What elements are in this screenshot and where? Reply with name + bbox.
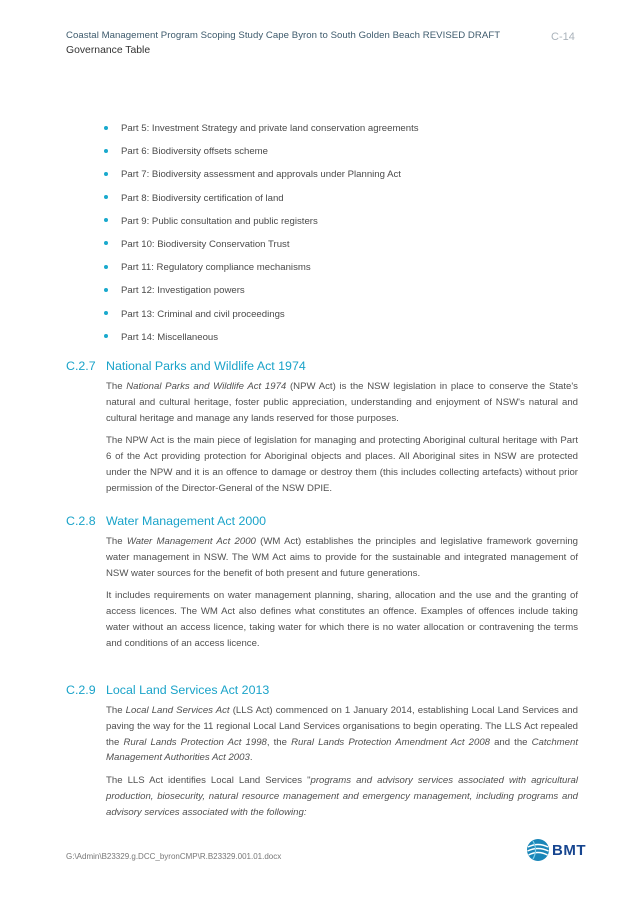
logo-text: BMT xyxy=(552,841,586,859)
list-item: Part 14: Miscellaneous xyxy=(104,331,419,354)
list-item: Part 13: Criminal and civil proceedings xyxy=(104,308,419,331)
bullet-icon xyxy=(104,195,108,199)
company-logo xyxy=(526,838,586,862)
list-item: Part 7: Biodiversity assessment and approvals under Planning Act xyxy=(104,168,419,191)
section-number: C.2.9 xyxy=(66,683,96,697)
paragraph: The LLS Act identifies Local Land Services "programs and advisory services associated with agricultural production, biosecurity, natural resource management and emergency management, including programs and advisory services associated with the following: xyxy=(106,775,579,818)
bullet-icon xyxy=(104,334,108,338)
paragraph: The NPW Act is the main piece of legislation for managing and protecting Aboriginal cultural heritage with Part 6 of the Act providing protection for Aboriginal objects and places. All Aboriginal sites in NSW are protected under the NPW and it is an offence to damage or destroy them (this includes collecting artefacts) without prior permission of the Director-General of the NSW DPIE. xyxy=(106,435,578,494)
paragraph: The Water Management Act 2000 (WM Act) establishes the principles and legislative framework governing water management in NSW. The WM Act aims to provide for the sustainable and integrated management of NSW water sources for the benefit of both present and future generations. xyxy=(106,536,578,579)
page-number: C-14 xyxy=(551,31,575,43)
paragraph: It includes requirements on water management planning, sharing, allocation and the use and the granting of access licences. The WM Act also defines what constitutes an offence. Examples of offences include taking water without an access licence, taking water for which there is no water allocation or contravening the terms and conditions of an access licence. xyxy=(106,590,578,649)
section-heading xyxy=(66,513,578,530)
section-number: C.2.8 xyxy=(66,514,96,528)
bullet-icon xyxy=(104,172,108,176)
section-number: C.2.7 xyxy=(66,359,96,373)
bullet-list xyxy=(104,122,419,354)
bullet-icon xyxy=(104,126,108,130)
section-national-parks xyxy=(66,358,578,504)
section-heading xyxy=(66,682,578,699)
running-header-title: Coastal Management Program Scoping Study Cape Byron to South Golden Beach REVISED DRAFT xyxy=(66,30,501,41)
section-title: Water Management Act 2000 xyxy=(106,514,267,528)
list-item: Part 6: Biodiversity offsets scheme xyxy=(104,145,419,168)
section-title: Local Land Services Act 2013 xyxy=(106,683,270,697)
bullet-icon xyxy=(104,311,108,315)
bullet-icon xyxy=(104,218,108,222)
bullet-icon xyxy=(104,241,108,245)
footer-file-path: G:\Admin\B23329.g.DCC_byronCMP\R.B23329.001.01.docx xyxy=(66,852,282,861)
section-title: National Parks and Wildlife Act 1974 xyxy=(106,359,306,373)
paragraph: The Local Land Services Act (LLS Act) commenced on 1 January 2014, establishing Local Land Services and paving the way for the 11 regional Local Land Services organisations to begin operating. The LLS Act repealed the Rural Lands Protection Act 1998, the Rural Lands Protection Amendment Act 2008 and the Catchment Management Authorities Act 2003. xyxy=(106,705,578,764)
section-heading xyxy=(66,358,578,375)
list-item: Part 5: Investment Strategy and private land conservation agreements xyxy=(104,122,419,145)
list-item: Part 12: Investigation powers xyxy=(104,284,419,307)
bullet-icon xyxy=(104,265,108,269)
list-item: Part 11: Regulatory compliance mechanisms xyxy=(104,261,419,284)
bullet-icon xyxy=(104,149,108,153)
bmt-globe-icon xyxy=(526,838,550,862)
running-header-subtitle: Governance Table xyxy=(66,45,151,56)
bullet-icon xyxy=(104,288,108,292)
section-water-management xyxy=(66,513,578,659)
section-local-land-services xyxy=(66,682,578,828)
list-item: Part 8: Biodiversity certification of land xyxy=(104,192,419,215)
paragraph: The National Parks and Wildlife Act 1974 (NPW Act) is the NSW legislation in place to conserve the State's natural and cultural heritage, foster public appreciation, understanding and enjoyment of NSW's natural and cultural heritage and manage any lands reserved for those purposes. xyxy=(106,381,578,424)
list-item: Part 9: Public consultation and public registers xyxy=(104,215,419,238)
list-item: Part 10: Biodiversity Conservation Trust xyxy=(104,238,419,261)
